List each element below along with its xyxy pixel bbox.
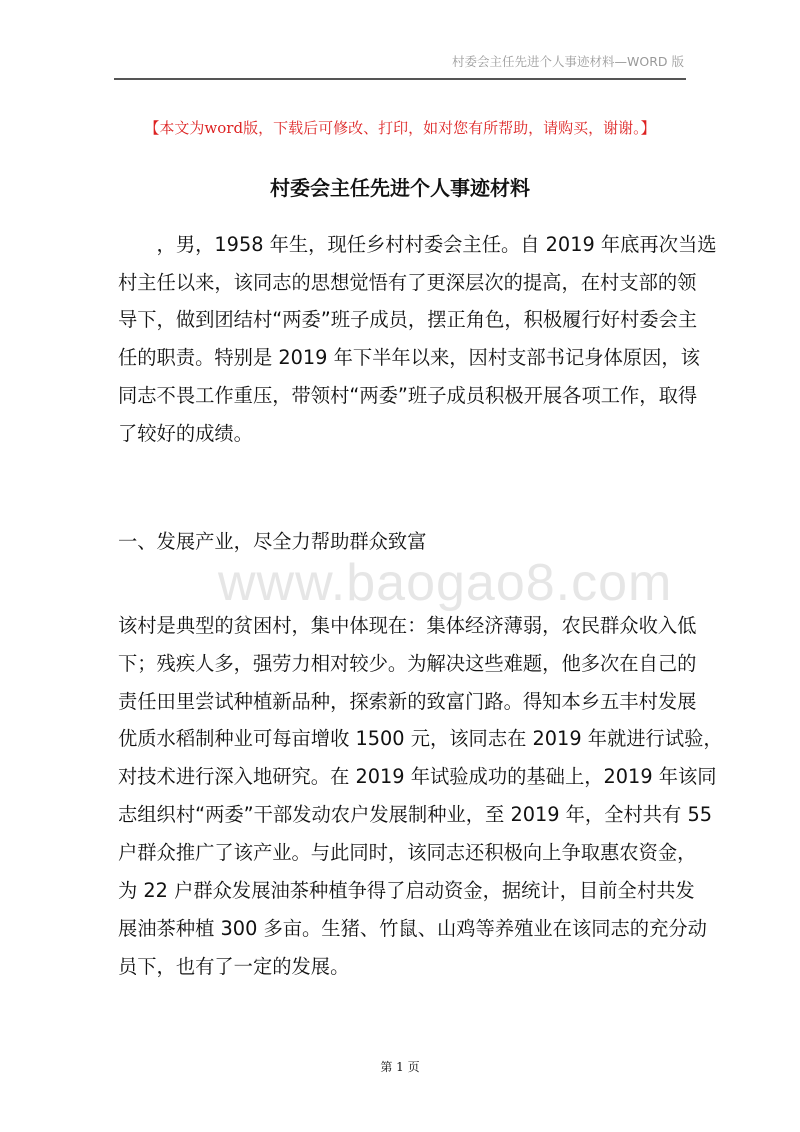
purchase-notice: 【本文为word版，下载后可修改、打印，如对您有所帮助，请购买，谢谢。】 [144, 119, 656, 137]
section-heading: 一、发展产业，尽全力帮助群众致富 [118, 530, 427, 553]
text-line: 导下，做到团结村“两委”班子成员，摆正角色，积极履行好村委会主 [118, 308, 698, 331]
running-header: 村委会主任先进个人事迹材料—WORD 版 [452, 54, 684, 69]
text-line: 员下，也有了一定的发展。 [118, 955, 350, 978]
text-line: 志组织村“两委”干部发动农户发展制种业，至 2019 年，全村共有 55 [118, 803, 712, 826]
document-title: 村委会主任先进个人事迹材料 [270, 176, 530, 200]
page-number: 第 1 页 [380, 1060, 420, 1074]
text-line: 优质水稻制种业可每亩增收 1500 元，该同志在 2019 年就进行试验， [118, 727, 723, 750]
text-line: 同志不畏工作重压，带领村“两委”班子成员积极开展各项工作，取得 [118, 384, 698, 407]
header-rule [114, 78, 686, 80]
text-line: 责任田里尝试种植新品种，探索新的致富门路。得知本乡五丰村发展 [118, 690, 697, 713]
text-line: 任的职责。特别是 2019 年下半年以来，因村支部书记身体原因，该 [118, 346, 700, 369]
text-line: 对技术进行深入地研究。在 2019 年试验成功的基础上，2019 年该同 [118, 765, 717, 788]
text-line: 为 22 户群众发展油茶种植争得了启动资金，据统计，目前全村共发 [118, 879, 695, 902]
text-line: ，男，1958 年生，现任乡村村委会主任。自 2019 年底再次当选 [118, 233, 717, 256]
text-line: 了较好的成绩。 [118, 422, 253, 445]
text-line: 户群众推广了该产业。与此同时，该同志还积极向上争取惠农资金， [118, 841, 697, 864]
text-line: 该村是典型的贫困村，集中体现在：集体经济薄弱，农民群众收入低 [118, 614, 697, 637]
text-line: 村主任以来，该同志的思想觉悟有了更深层次的提高，在村支部的领 [118, 271, 697, 294]
text-line: 展油茶种植 300 多亩。生猪、竹鼠、山鸡等养殖业在该同志的充分动 [118, 917, 707, 940]
text-line: 下；残疾人多，强劳力相对较少。为解决这些难题，他多次在自己的 [118, 652, 697, 675]
watermark: www.baogao8.com [218, 554, 673, 612]
